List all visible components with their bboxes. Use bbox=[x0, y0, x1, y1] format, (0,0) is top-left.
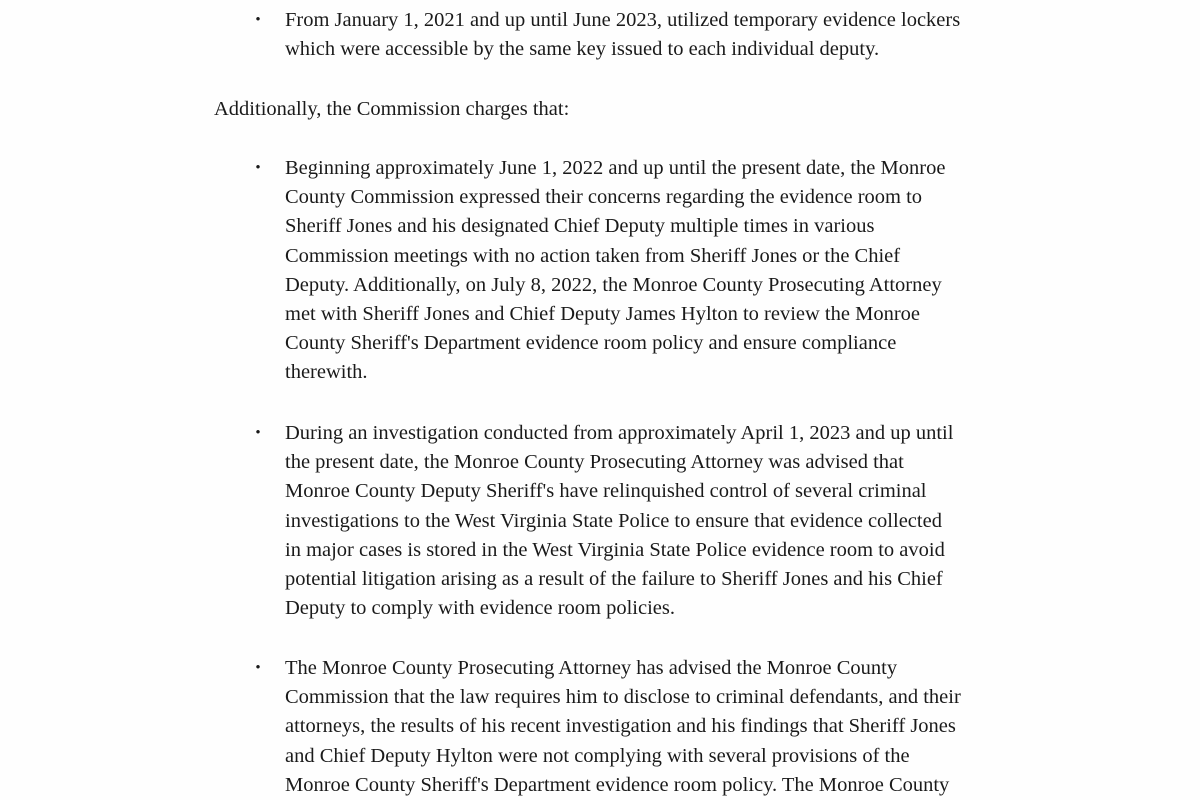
paragraph-line: Commission that the law requires him to disclose to criminal defendants, and their bbox=[285, 686, 961, 709]
paragraph-line: Monroe County Sheriff's Department evidence room policy. The Monroe County bbox=[285, 773, 950, 796]
paragraph-line: During an investigation conducted from approximately April 1, 2023 and up until bbox=[285, 422, 954, 444]
paragraph-line: Beginning approximately June 1, 2022 and up until the present date, the Monroe bbox=[285, 157, 946, 179]
paragraph-line: County Commission expressed their concerns regarding the evidence room to bbox=[285, 186, 923, 209]
paragraph-line: Deputy. Additionally, on July 8, 2022, the Monroe County Prosecuting Attorney bbox=[285, 273, 942, 296]
paragraph-line: investigations to the West Virginia State Police to ensure that evidence collected bbox=[285, 509, 942, 532]
paragraph-line: Deputy to comply with evidence room policies. bbox=[285, 597, 675, 620]
bullet-icon: • bbox=[255, 425, 261, 441]
paragraph-line: which were accessible by the same key issued to each individual deputy. bbox=[285, 38, 880, 61]
paragraph-line: potential litigation arising as a result of the failure to Sheriff Jones and his Chief bbox=[285, 567, 943, 590]
paragraph-line: the present date, the Monroe County Prosecuting Attorney was advised that bbox=[285, 451, 904, 474]
paragraph-line: Commission meetings with no action taken from Sheriff Jones or the Chief bbox=[285, 244, 901, 267]
bullet-icon: • bbox=[255, 660, 261, 676]
bullet-icon: • bbox=[255, 160, 261, 176]
paragraph-line: met with Sheriff Jones and Chief Deputy James Hylton to review the Monroe bbox=[285, 302, 920, 325]
paragraph-line: Monroe County Deputy Sheriff's have relinquished control of several criminal bbox=[285, 480, 927, 503]
bullet-paragraph bbox=[285, 419, 1085, 623]
paragraph-line: and Chief Deputy Hylton were not complying with several provisions of the bbox=[285, 744, 910, 767]
bullet-paragraph bbox=[285, 654, 1085, 800]
bullet-paragraph bbox=[285, 154, 1085, 388]
paragraph-line: County Sheriff's Department evidence room policy and ensure compliance bbox=[285, 332, 897, 355]
paragraph-line: in major cases is stored in the West Virginia State Police evidence room to avoid bbox=[285, 538, 945, 561]
commission-charges-intro: Additionally, the Commission charges that: bbox=[214, 98, 570, 120]
bullet-paragraph bbox=[285, 6, 1085, 64]
paragraph-line: The Monroe County Prosecuting Attorney has advised the Monroe County bbox=[285, 657, 898, 679]
paragraph-line: Sheriff Jones and his designated Chief Deputy multiple times in various bbox=[285, 215, 875, 238]
bullet-icon: • bbox=[255, 12, 261, 28]
paragraph-line: From January 1, 2021 and up until June 2023, utilized temporary evidence lockers bbox=[285, 9, 961, 31]
paragraph-line: attorneys, the results of his recent investigation and his findings that Sheriff Jones bbox=[285, 715, 956, 738]
paragraph-line: therewith. bbox=[285, 361, 368, 384]
